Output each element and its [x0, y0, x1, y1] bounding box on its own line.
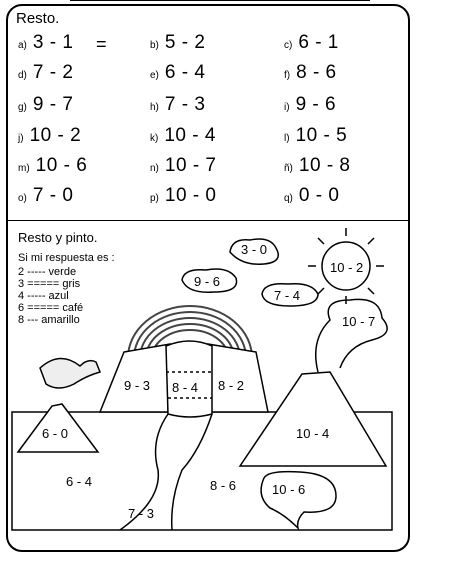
- exercise-operation: 10 - 8: [298, 155, 351, 176]
- equals-sign: =: [96, 34, 107, 54]
- exercise-operation: 10 - 4: [164, 125, 216, 146]
- exercise-label: e): [150, 70, 159, 81]
- exercise-label: f): [284, 70, 291, 81]
- ground-middle-label: 8 - 6: [210, 478, 237, 493]
- exercise-operation: 10 - 6: [35, 155, 88, 176]
- section-title-resto-y-pinto: Resto y pinto.: [18, 230, 98, 245]
- exercise-label: c): [284, 40, 293, 51]
- exercise-operation: 6 - 1: [298, 32, 339, 53]
- hill-left-label: 9 - 3: [124, 378, 151, 393]
- exercise-label: p): [150, 193, 159, 204]
- legend-item-azul: 4 ----- azul: [18, 290, 69, 302]
- exercise-label: k): [150, 133, 159, 144]
- exercise-label: d): [18, 70, 27, 81]
- cloud-top-label: 3 - 0: [241, 242, 268, 257]
- exercise-operation: 9 - 6: [295, 94, 337, 115]
- exercise-label: j): [18, 133, 24, 144]
- exercise-label: a): [18, 40, 27, 51]
- exercise-operation: 10 - 0: [164, 185, 217, 206]
- exercise-label: n): [150, 163, 159, 174]
- legend-item-verde: 2 ----- verde: [18, 266, 77, 278]
- exercise-operation: 0 - 0: [298, 185, 340, 206]
- exercise-operation: 7 - 2: [32, 62, 74, 83]
- exercise-label: o): [18, 193, 27, 204]
- exercise-operation: 7 - 3: [164, 94, 206, 115]
- cloud-right-label: 7 - 4: [274, 288, 301, 303]
- legend-item-gris: 3 ===== gris: [18, 278, 81, 290]
- section-title-resto: Resto.: [16, 10, 60, 27]
- legend-item-amarillo: 8 --- amarillo: [18, 314, 80, 326]
- exercise-operation: 7 - 0: [32, 185, 74, 206]
- small-volcano-label: 6 - 0: [42, 426, 69, 441]
- smoke-label: 10 - 7: [342, 314, 376, 329]
- exercise-operation: 3 - 1: [32, 32, 74, 53]
- sun-label: 10 - 2: [330, 260, 364, 275]
- river-label: 7 - 3: [128, 506, 155, 521]
- exercise-operation: 9 - 7: [32, 94, 74, 115]
- cloud-middle-label: 9 - 6: [194, 274, 221, 289]
- exercise-label: g): [18, 102, 27, 113]
- exercise-operation: 10 - 5: [295, 125, 348, 146]
- exercise-operation: 10 - 7: [164, 155, 217, 176]
- exercise-label: i): [284, 102, 290, 113]
- exercise-operation: 8 - 6: [296, 62, 337, 83]
- ground-left-label: 6 - 4: [66, 474, 93, 489]
- exercise-operation: 5 - 2: [164, 32, 206, 53]
- volcano-smoke: [316, 299, 387, 372]
- legend-heading: Si mi respuesta es :: [18, 252, 115, 264]
- exercise-label: b): [150, 40, 159, 51]
- exercise-label: l): [284, 133, 290, 144]
- hill-right-label: 8 - 2: [218, 378, 245, 393]
- exercise-label: h): [150, 102, 159, 113]
- exercise-label: q): [284, 193, 293, 204]
- exercise-label: ñ): [284, 163, 293, 174]
- bird: [40, 358, 100, 388]
- big-volcano-label: 10 - 4: [296, 426, 330, 441]
- exercise-operation: 10 - 2: [29, 125, 82, 146]
- lake: [261, 472, 336, 528]
- exercise-operation: 6 - 4: [164, 62, 206, 83]
- exercise-label: m): [18, 163, 30, 174]
- waterfall: [166, 341, 212, 417]
- legend-item-cafe: 6 ===== café: [18, 302, 84, 314]
- lake-label: 10 - 6: [272, 482, 306, 497]
- waterfall-label: 8 - 4: [172, 380, 199, 395]
